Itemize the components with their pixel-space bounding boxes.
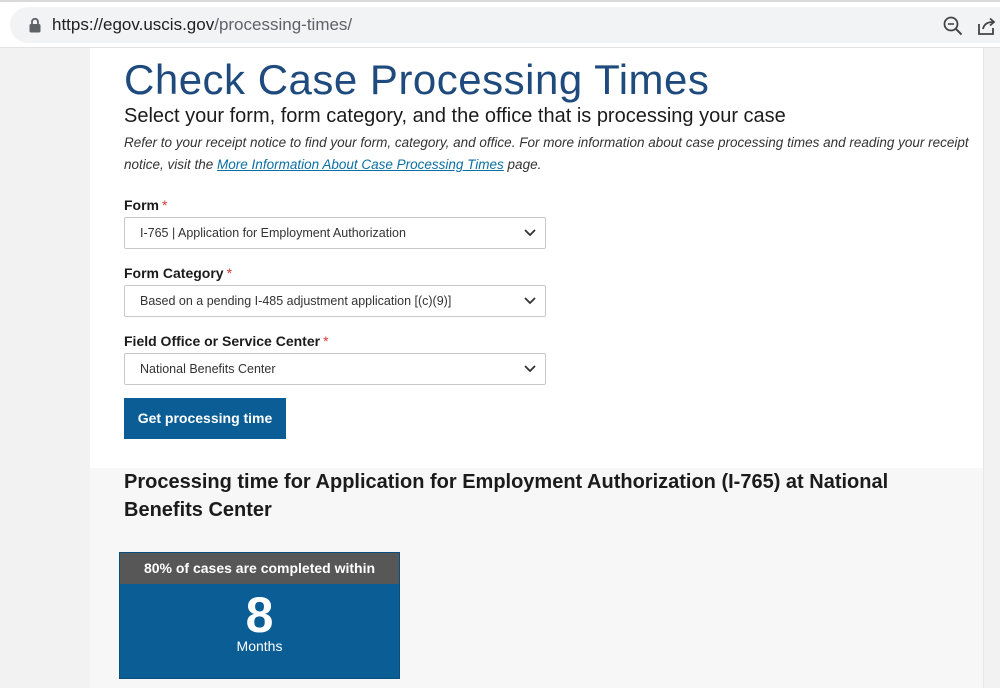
chevron-down-icon [523, 296, 537, 306]
desc-text-after: page. [503, 157, 542, 172]
required-mark: * [323, 333, 329, 349]
required-mark: * [162, 197, 168, 213]
processing-time-unit: Months [236, 638, 283, 654]
form-select-value: I-765 | Application for Employment Authorization [140, 226, 406, 240]
chevron-down-icon [523, 228, 537, 238]
url-host: https://egov.uscis.gov [52, 15, 215, 34]
share-icon[interactable] [976, 15, 998, 37]
form-select[interactable] [124, 217, 546, 249]
chevron-down-icon [523, 364, 537, 374]
zoom-icon[interactable] [942, 15, 964, 37]
more-info-link[interactable]: More Information About Case Processing Times [217, 157, 504, 172]
url-path: /processing-times/ [214, 15, 353, 34]
category-label [124, 265, 232, 281]
page-subtitle: Select your form, form category, and the office that is processing your case [124, 105, 786, 127]
result-section [90, 468, 983, 688]
office-label [124, 333, 329, 349]
category-select[interactable] [124, 285, 546, 317]
page-description [124, 132, 974, 176]
form-label [124, 197, 167, 213]
required-mark: * [226, 265, 233, 281]
page-content [90, 48, 983, 688]
card-header: 80% of cases are completed within [120, 553, 399, 584]
processing-time-value: 8 [245, 587, 274, 643]
processing-time-card [119, 552, 400, 679]
lock-icon[interactable] [28, 17, 42, 33]
address-bar[interactable] [10, 7, 1000, 43]
category-label-text: Form Category [124, 265, 224, 281]
office-label-text: Field Office or Service Center [124, 333, 321, 349]
office-select[interactable] [124, 353, 546, 385]
result-title: Processing time for Application for Employment Authorization (I-765) at National Benefits Center [124, 471, 889, 521]
get-processing-time-button[interactable]: Get processing time [124, 398, 286, 439]
url-text[interactable] [52, 15, 352, 35]
desc-text-before: Refer to your receipt notice to find your form, category, and office. For more information about case processing times and reading your receipt notice, visit the [124, 135, 969, 172]
page-title: Check Case Processing Times [124, 56, 710, 103]
category-select-value: Based on a pending I-485 adjustment application [(c)(9)] [140, 294, 452, 308]
browser-toolbar [0, 0, 1000, 48]
office-select-value: National Benefits Center [140, 362, 276, 376]
form-label-text: Form [124, 197, 159, 213]
